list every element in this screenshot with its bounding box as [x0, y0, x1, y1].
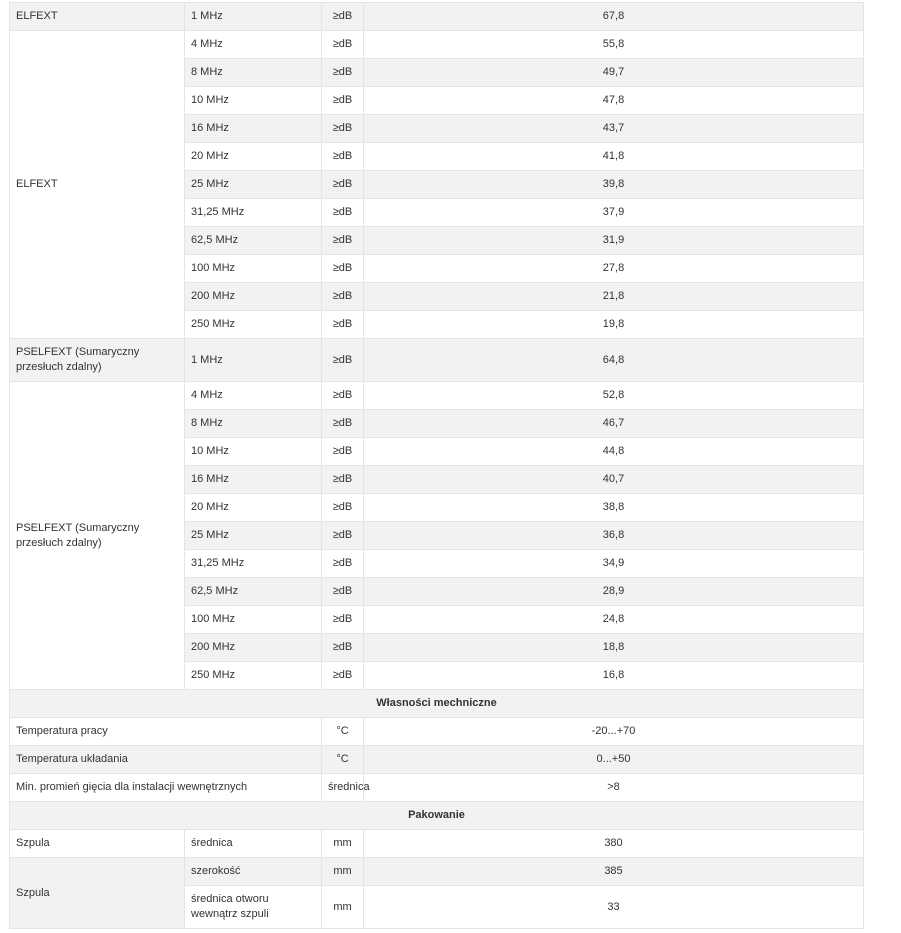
- value: 21,8: [364, 283, 864, 311]
- frequency: 8 MHz: [185, 410, 322, 438]
- unit: ≥dB: [322, 494, 364, 522]
- table-row: [10, 718, 864, 746]
- table-row: [10, 690, 864, 718]
- frequency: 200 MHz: [185, 283, 322, 311]
- value: 39,8: [364, 171, 864, 199]
- unit: ≥dB: [322, 199, 364, 227]
- table-row: [10, 858, 864, 886]
- value: 19,8: [364, 311, 864, 339]
- value: 28,9: [364, 578, 864, 606]
- table-row: [10, 802, 864, 830]
- frequency: 10 MHz: [185, 87, 322, 115]
- unit: ≥dB: [322, 171, 364, 199]
- unit: ≥dB: [322, 227, 364, 255]
- unit: ≥dB: [322, 382, 364, 410]
- table-row: [10, 31, 864, 59]
- unit: ≥dB: [322, 311, 364, 339]
- value: 64,8: [364, 339, 864, 382]
- param-name: Szpula: [10, 830, 185, 858]
- frequency: 16 MHz: [185, 466, 322, 494]
- value: 37,9: [364, 199, 864, 227]
- unit: ≥dB: [322, 339, 364, 382]
- sub-param: średnica: [185, 830, 322, 858]
- unit: ≥dB: [322, 466, 364, 494]
- value: -20...+70: [364, 718, 864, 746]
- value: 41,8: [364, 143, 864, 171]
- value: 27,8: [364, 255, 864, 283]
- unit: mm: [322, 886, 364, 929]
- table-row: [10, 830, 864, 858]
- unit: ≥dB: [322, 283, 364, 311]
- unit: ≥dB: [322, 522, 364, 550]
- frequency: 1 MHz: [185, 339, 322, 382]
- unit: ≥dB: [322, 3, 364, 31]
- frequency: 62,5 MHz: [185, 227, 322, 255]
- param-name: Min. promień gięcia dla instalacji wewnętrznych: [10, 774, 322, 802]
- value: 67,8: [364, 3, 864, 31]
- frequency: 100 MHz: [185, 606, 322, 634]
- frequency: 100 MHz: [185, 255, 322, 283]
- value: 31,9: [364, 227, 864, 255]
- unit: ≥dB: [322, 410, 364, 438]
- spec-table-body: [10, 3, 864, 929]
- table-row: [10, 339, 864, 382]
- unit: średnica: [322, 774, 364, 802]
- value: 33: [364, 886, 864, 929]
- unit: ≥dB: [322, 662, 364, 690]
- frequency: 20 MHz: [185, 143, 322, 171]
- table-row: [10, 774, 864, 802]
- frequency: 16 MHz: [185, 115, 322, 143]
- unit: mm: [322, 858, 364, 886]
- param-name: PSELFEXT (Sumaryczny przesłuch zdalny): [10, 339, 185, 382]
- frequency: 1 MHz: [185, 3, 322, 31]
- frequency: 200 MHz: [185, 634, 322, 662]
- unit: ≥dB: [322, 550, 364, 578]
- sub-param: średnica otworu wewnątrz szpuli: [185, 886, 322, 929]
- frequency: 62,5 MHz: [185, 578, 322, 606]
- frequency: 25 MHz: [185, 171, 322, 199]
- value: 380: [364, 830, 864, 858]
- value: 38,8: [364, 494, 864, 522]
- frequency: 8 MHz: [185, 59, 322, 87]
- spec-table: [9, 2, 864, 929]
- value: 0...+50: [364, 746, 864, 774]
- value: 46,7: [364, 410, 864, 438]
- unit: ≥dB: [322, 606, 364, 634]
- unit: ≥dB: [322, 59, 364, 87]
- param-name: ELFEXT: [10, 31, 185, 339]
- unit: mm: [322, 830, 364, 858]
- value: 16,8: [364, 662, 864, 690]
- value: 55,8: [364, 31, 864, 59]
- frequency: 31,25 MHz: [185, 199, 322, 227]
- value: 47,8: [364, 87, 864, 115]
- unit: °C: [322, 718, 364, 746]
- param-name: PSELFEXT (Sumaryczny przesłuch zdalny): [10, 382, 185, 690]
- frequency: 250 MHz: [185, 311, 322, 339]
- value: >8: [364, 774, 864, 802]
- unit: ≥dB: [322, 31, 364, 59]
- unit: ≥dB: [322, 634, 364, 662]
- table-row: [10, 382, 864, 410]
- value: 18,8: [364, 634, 864, 662]
- frequency: 20 MHz: [185, 494, 322, 522]
- value: 24,8: [364, 606, 864, 634]
- param-name: ELFEXT: [10, 3, 185, 31]
- frequency: 4 MHz: [185, 31, 322, 59]
- unit: ≥dB: [322, 115, 364, 143]
- param-name: Temperatura układania: [10, 746, 322, 774]
- value: 36,8: [364, 522, 864, 550]
- table-row: [10, 746, 864, 774]
- frequency: 31,25 MHz: [185, 550, 322, 578]
- sub-param: szerokość: [185, 858, 322, 886]
- section-heading-packaging: Pakowanie: [10, 802, 864, 830]
- value: 40,7: [364, 466, 864, 494]
- value: 43,7: [364, 115, 864, 143]
- param-name: Szpula: [10, 858, 185, 929]
- unit: ≥dB: [322, 438, 364, 466]
- frequency: 250 MHz: [185, 662, 322, 690]
- unit: °C: [322, 746, 364, 774]
- unit: ≥dB: [322, 578, 364, 606]
- value: 34,9: [364, 550, 864, 578]
- unit: ≥dB: [322, 143, 364, 171]
- value: 52,8: [364, 382, 864, 410]
- value: 385: [364, 858, 864, 886]
- value: 44,8: [364, 438, 864, 466]
- frequency: 4 MHz: [185, 382, 322, 410]
- frequency: 10 MHz: [185, 438, 322, 466]
- unit: ≥dB: [322, 255, 364, 283]
- frequency: 25 MHz: [185, 522, 322, 550]
- table-row: [10, 3, 864, 31]
- value: 49,7: [364, 59, 864, 87]
- section-heading-mechanical: Własności mechniczne: [10, 690, 864, 718]
- param-name: Temperatura pracy: [10, 718, 322, 746]
- unit: ≥dB: [322, 87, 364, 115]
